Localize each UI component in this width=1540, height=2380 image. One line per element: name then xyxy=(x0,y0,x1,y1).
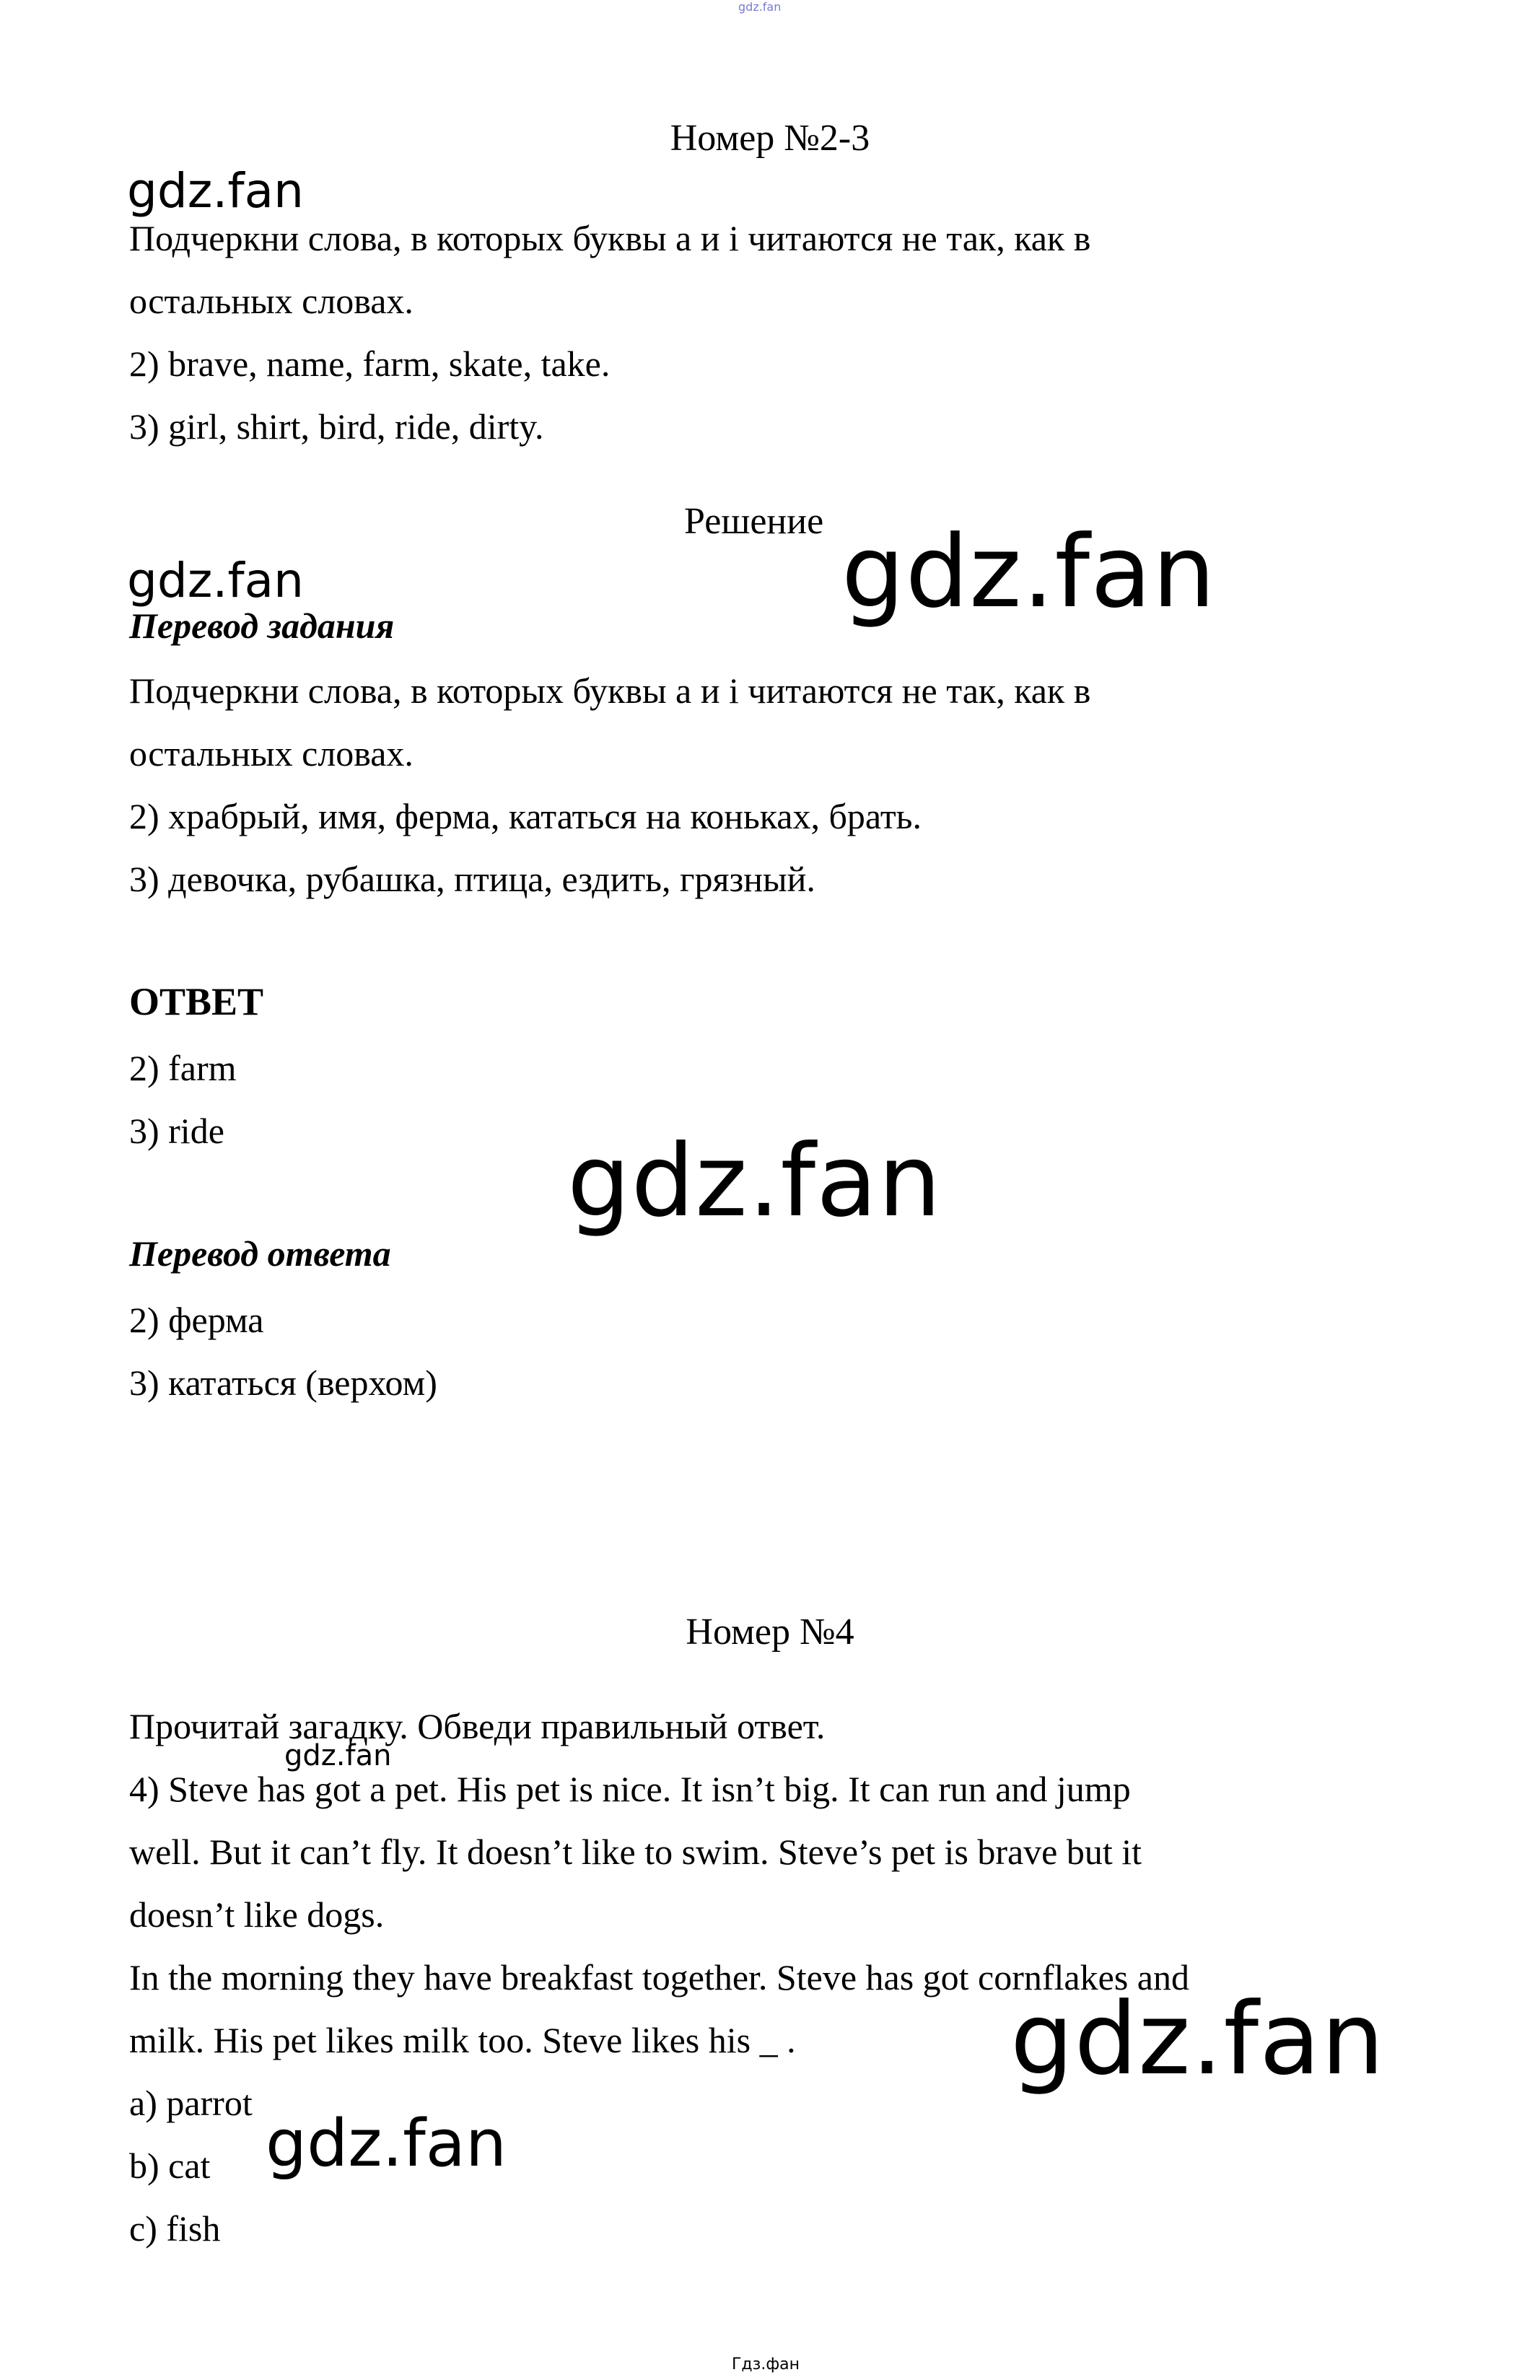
translation-line-2: остальных словах. xyxy=(129,733,414,774)
watermark-4: gdz.fan xyxy=(567,1123,942,1239)
task-2-3-item-3: 3) girl, shirt, bird, ride, dirty. xyxy=(129,406,544,447)
solution-heading: Решение xyxy=(684,501,824,542)
footer-watermark: Гдз.фан xyxy=(732,2355,800,2374)
watermark-6: gdz.fan xyxy=(1010,1981,1386,2097)
answer-translation-item-2: 2) ферма xyxy=(129,1300,264,1340)
task-4-text-line-1: 4) Steve has got a pet. His pet is nice. It isn’t big. It can run and jump xyxy=(129,1769,1131,1809)
task-2-3-instruction-line-1: Подчеркни слова, в которых буквы a и i читаются не так, как в xyxy=(129,218,1091,258)
task-4-text-line-3: doesn’t like dogs. xyxy=(129,1894,385,1935)
task-2-3-item-2: 2) brave, name, farm, skate, take. xyxy=(129,344,611,384)
watermark-5: gdz.fan xyxy=(284,1739,392,1772)
top-watermark: gdz.fan xyxy=(738,0,782,14)
task-4-instruction: Прочитай загадку. Обведи правильный ответ. xyxy=(129,1706,826,1746)
translation-item-2: 2) храбрый, имя, ферма, кататься на коньках, брать. xyxy=(129,796,922,836)
answer-heading: ОТВЕТ xyxy=(129,980,264,1023)
task-4-text-line-4: In the morning they have breakfast together. Steve has got cornflakes and xyxy=(129,1957,1189,1998)
task-4-option-b: b) cat xyxy=(129,2145,211,2186)
task-4-text-line-2: well. But it can’t fly. It doesn’t like to swim. Steve’s pet is brave but it xyxy=(129,1832,1142,1872)
task-4-option-a: a) parrot xyxy=(129,2083,253,2123)
task-4-option-c: c) fish xyxy=(129,2208,221,2249)
task-2-3-instruction-line-2: остальных словах. xyxy=(129,281,414,321)
answer-item-3: 3) ride xyxy=(129,1111,224,1151)
answer-translation-heading: Перевод ответа xyxy=(129,1233,391,1274)
answer-translation-item-3: 3) кататься (верхом) xyxy=(129,1362,437,1403)
task-4-title: Номер №4 xyxy=(686,1611,854,1653)
task-2-3-title: Номер №2-3 xyxy=(670,118,870,159)
watermark-1: gdz.fan xyxy=(127,163,304,219)
watermark-3: gdz.fan xyxy=(127,553,304,608)
translation-heading: Перевод задания xyxy=(129,605,395,646)
translation-item-3: 3) девочка, рубашка, птица, ездить, грязный. xyxy=(129,859,815,899)
watermark-7: gdz.fan xyxy=(266,2106,507,2182)
answer-item-2: 2) farm xyxy=(129,1048,237,1088)
watermark-2: gdz.fan xyxy=(841,514,1217,630)
translation-line-1: Подчеркни слова, в которых буквы a и i читаются не так, как в xyxy=(129,670,1091,711)
task-4-text-line-5: milk. His pet likes milk too. Steve likes his _ . xyxy=(129,2020,796,2060)
